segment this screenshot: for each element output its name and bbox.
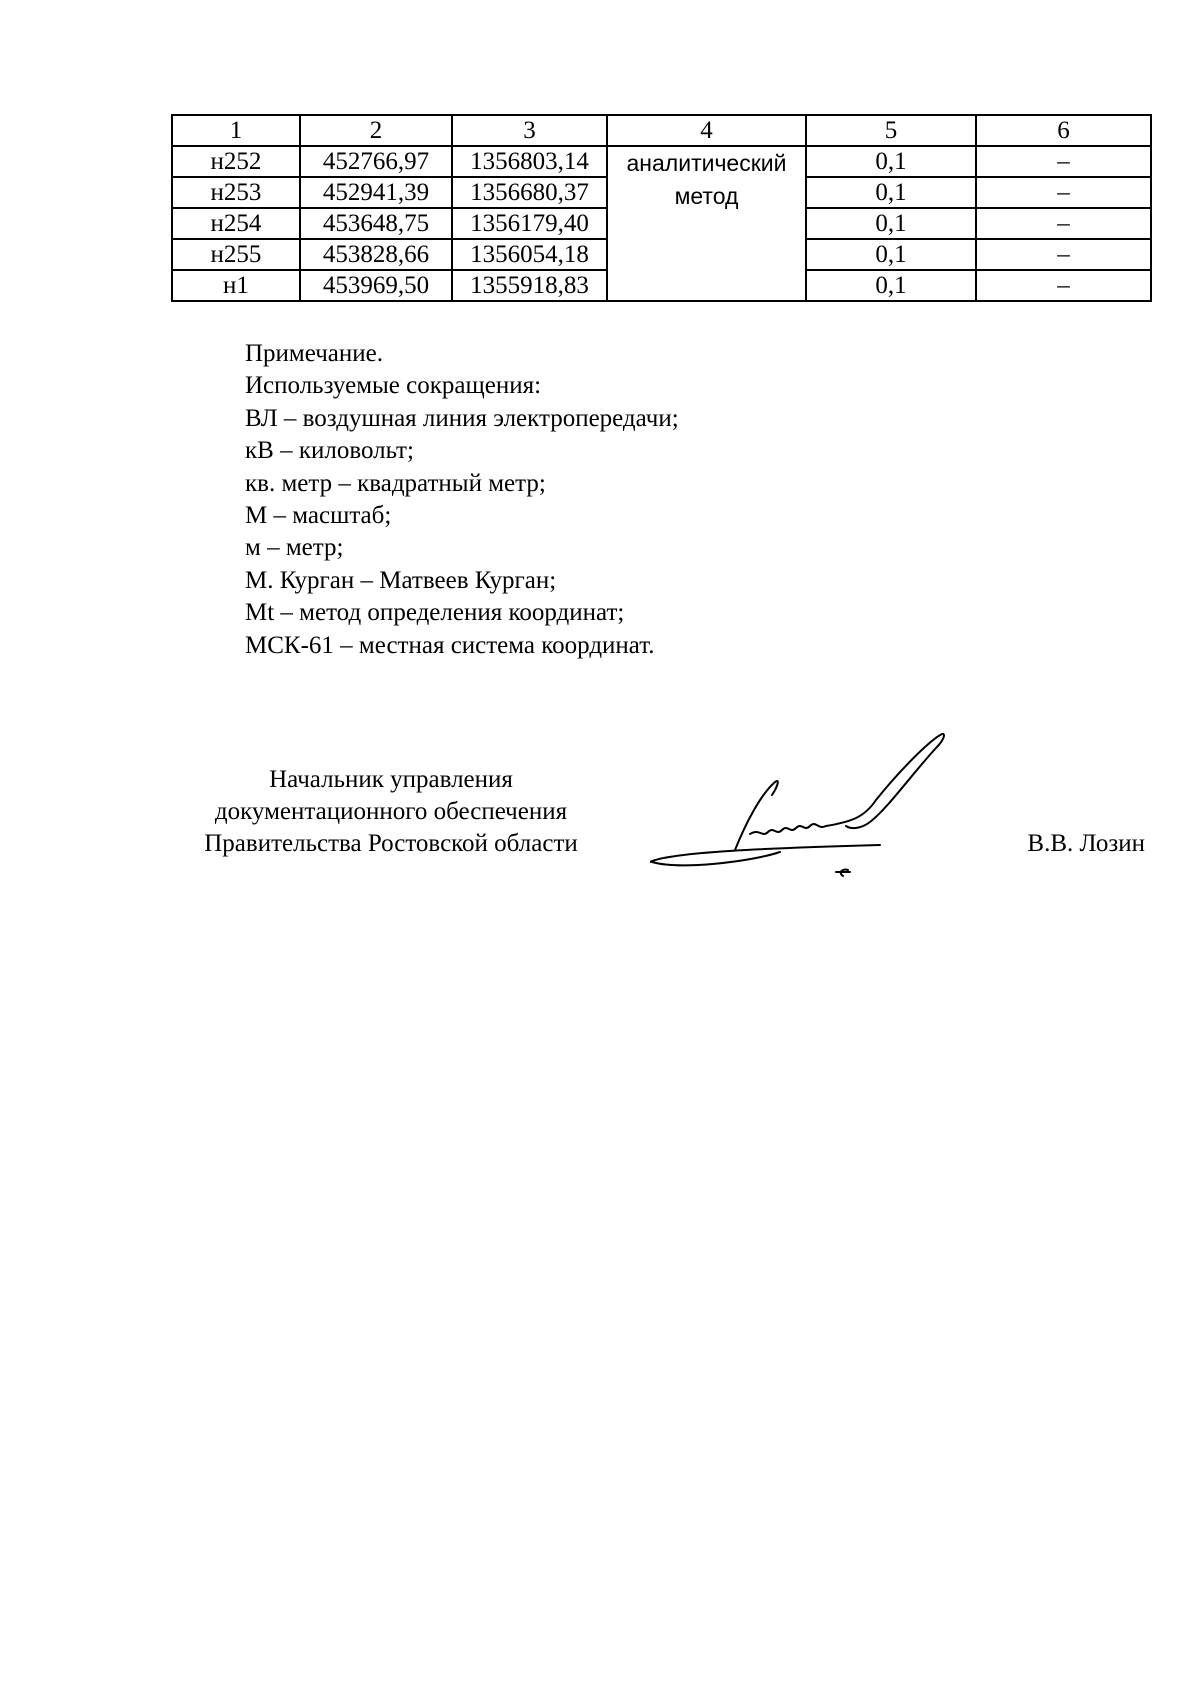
x-cell: 452766,97: [300, 146, 452, 177]
note-cell: –: [976, 208, 1151, 239]
point-cell: н253: [172, 177, 300, 208]
x-cell: 453648,75: [300, 208, 452, 239]
coordinates-table: [171, 114, 1152, 302]
y-cell: 1356179,40: [452, 208, 607, 239]
note-cell: –: [976, 239, 1151, 270]
abbreviation-item: Mt – метод определения координат;: [245, 599, 625, 627]
header-cell: 1: [172, 115, 300, 146]
point-cell: н252: [172, 146, 300, 177]
x-cell: 453828,66: [300, 239, 452, 270]
x-cell: 452941,39: [300, 177, 452, 208]
note-title: Примечание.: [245, 340, 384, 367]
method-line-2: метод: [674, 183, 739, 209]
abbreviation-item: кВ – киловольт;: [245, 437, 414, 465]
abbreviations-note: [245, 338, 679, 662]
signer-position: [171, 764, 611, 860]
position-line: Правительства Ростовской области: [204, 830, 578, 857]
header-cell: 6: [976, 115, 1151, 146]
position-line: документационного обеспечения: [214, 798, 568, 825]
accuracy-cell: 0,1: [806, 177, 976, 208]
note-cell: –: [976, 177, 1151, 208]
method-line-1: аналитический: [626, 150, 787, 176]
header-cell: 4: [607, 115, 806, 146]
x-cell: 453969,50: [300, 270, 452, 301]
accuracy-cell: 0,1: [806, 146, 976, 177]
signer-name: В.В. Лозин: [1027, 830, 1145, 857]
accuracy-cell: 0,1: [806, 239, 976, 270]
table-header-row: [172, 115, 1151, 146]
accuracy-cell: 0,1: [806, 208, 976, 239]
abbreviation-item: М. Курган – Матвеев Курган;: [245, 566, 557, 594]
header-cell: 2: [300, 115, 452, 146]
y-cell: 1356054,18: [452, 239, 607, 270]
point-cell: н1: [172, 270, 300, 301]
method-cell: [607, 146, 806, 301]
accuracy-cell: 0,1: [806, 270, 976, 301]
table-row: [172, 146, 1151, 177]
y-cell: 1355918,83: [452, 270, 607, 301]
header-cell: 5: [806, 115, 976, 146]
abbreviation-item: кв. метр – квадратный метр;: [245, 469, 546, 497]
handwritten-signature: [650, 730, 990, 880]
note-cell: –: [976, 270, 1151, 301]
abbreviation-item: МСК-61 – местная система координат.: [245, 631, 655, 659]
abbreviation-item: М – масштаб;: [245, 502, 392, 530]
point-cell: н255: [172, 239, 300, 270]
note-cell: –: [976, 146, 1151, 177]
position-line: Начальник управления: [269, 766, 513, 793]
header-cell: 3: [452, 115, 607, 146]
note-subtitle: Используемые сокращения:: [245, 372, 542, 400]
y-cell: 1356680,37: [452, 177, 607, 208]
abbreviation-item: ВЛ – воздушная линия электропередачи;: [245, 404, 679, 432]
abbreviation-item: м – метр;: [245, 534, 344, 562]
point-cell: н254: [172, 208, 300, 239]
y-cell: 1356803,14: [452, 146, 607, 177]
